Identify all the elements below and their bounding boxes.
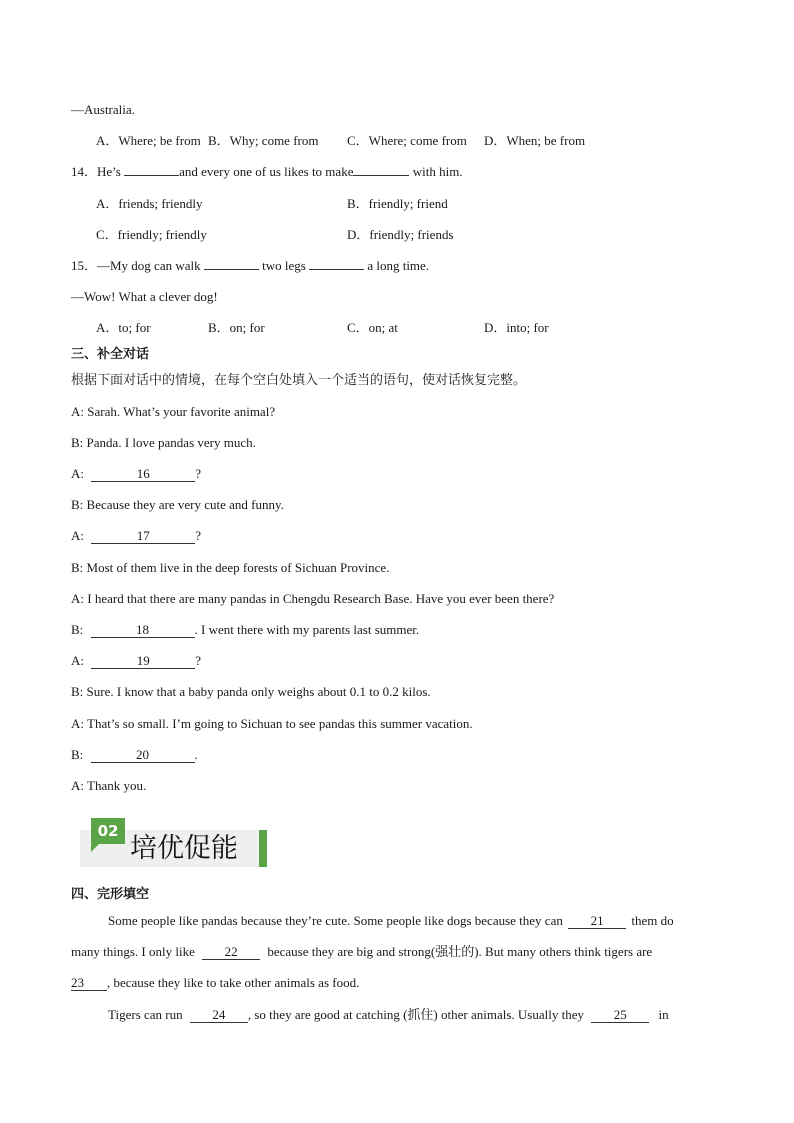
cloze-line-1 [108, 913, 674, 929]
dialogue-text: Sarah. What’s your favorite animal? [87, 404, 276, 419]
q14-option-c: C．friendly; friendly [96, 227, 207, 242]
speaker: B: [71, 435, 84, 450]
q15-option-d: D．into; for [484, 320, 549, 335]
speaker: B: [71, 747, 84, 762]
blank-25: 25 [591, 1008, 649, 1023]
dialogue-text: Panda. I love pandas very much. [86, 435, 256, 450]
section3-instruction: 根据下面对话中的情境，在每个空白处填入一个适当的语句，使对话恢复完整。 [71, 373, 527, 388]
badge-number: 02 [91, 818, 125, 844]
dialogue-line [71, 466, 201, 482]
dialogue-text: Most of them live in the deep forests of Sichuan Province. [86, 560, 390, 575]
q14-mid: and every one of us likes to make [179, 164, 354, 179]
q15-option-a: A．to; for [96, 320, 151, 335]
q13-option-a: A．Where; be from [96, 133, 201, 148]
dialogue-line [71, 528, 201, 544]
blank-23: 23 [71, 976, 107, 991]
badge-title: 培优促能 [130, 833, 238, 864]
dialogue-text: Because they are very cute and funny. [86, 497, 284, 512]
dialogue-line [71, 622, 419, 638]
cloze-text: , so they are good at catching (抓住) other animals. Usually they [247, 1007, 584, 1022]
dialogue-line [71, 684, 431, 700]
q15-reply: —Wow! What a clever dog! [71, 289, 218, 304]
cloze-text: Tigers can run [108, 1007, 183, 1022]
cloze-text: , because they like to take other animals as food. [107, 975, 360, 990]
speaker: A: [71, 528, 84, 543]
speaker: A: [71, 466, 84, 481]
speaker: B: [71, 684, 84, 699]
dialogue-line [71, 716, 473, 732]
badge-tail-icon [91, 844, 99, 852]
q14-end: with him. [412, 164, 463, 179]
dialogue-tail: . I went there with my parents last summer. [194, 622, 420, 637]
q14-option-d: D．friendly; friends [347, 227, 454, 242]
blank-19: 19 [91, 654, 195, 669]
dialogue-tail: ? [195, 466, 202, 481]
badge-accent-bar [259, 830, 267, 867]
dialogue-line [71, 497, 284, 513]
speaker: A: [71, 653, 84, 668]
blank-16: 16 [91, 467, 195, 482]
dialogue-line [71, 747, 198, 763]
blank-22: 22 [202, 945, 260, 960]
blank-17: 17 [91, 529, 195, 544]
section4-title: 四、完形填空 [71, 887, 150, 902]
blank-21: 21 [568, 914, 626, 929]
q15-end: a long time. [367, 258, 430, 273]
q14-number: 14．He’s [71, 164, 121, 179]
cloze-line-2 [71, 944, 652, 960]
q13-option-d: D．When; be from [484, 133, 586, 148]
section-badge [80, 818, 267, 868]
dialogue-line [71, 591, 554, 607]
speaker: A: [71, 404, 84, 419]
q15-mid: two legs [262, 258, 306, 273]
cloze-text: many things. I only like [71, 944, 195, 959]
cloze-line-4 [108, 1007, 669, 1023]
q14-option-b: B．friendly; friend [347, 196, 448, 211]
speaker: A: [71, 778, 84, 793]
speaker: B: [71, 497, 84, 512]
q14-blank-1 [124, 175, 179, 176]
cloze-text: because they are big and strong(强壮的). But many others think tigers are [267, 944, 653, 959]
dialogue-text: That’s so small. I’m going to Sichuan to see pandas this summer vacation. [87, 716, 473, 731]
q14-stem [71, 164, 463, 180]
q14-option-a: A．friends; friendly [96, 196, 203, 211]
q13-option-b: B．Why; come from [208, 133, 319, 148]
q13-option-c: C．Where; come from [347, 133, 467, 148]
q15-stem [71, 258, 429, 274]
dialogue-text: Thank you. [87, 778, 147, 793]
q15-number: 15．—My dog can walk [71, 258, 201, 273]
q15-option-b: B．on; for [208, 320, 265, 335]
q13-answer-line: —Australia. [71, 102, 135, 117]
dialogue-line [71, 653, 201, 669]
dialogue-tail: ? [195, 528, 202, 543]
dialogue-line [71, 560, 389, 576]
blank-24: 24 [190, 1008, 248, 1023]
speaker: B: [71, 560, 84, 575]
blank-20: 20 [91, 748, 195, 763]
dialogue-text: I heard that there are many pandas in Chengdu Research Base. Have you ever been there? [87, 591, 555, 606]
speaker: A: [71, 716, 84, 731]
cloze-text: Some people like pandas because they’re cute. Some people like dogs because they can [108, 913, 563, 928]
dialogue-text: Sure. I know that a baby panda only weighs about 0.1 to 0.2 kilos. [86, 684, 431, 699]
dialogue-line [71, 778, 146, 794]
q14-blank-2 [353, 175, 409, 176]
speaker: B: [71, 622, 84, 637]
q15-blank-1 [204, 269, 259, 270]
dialogue-line [71, 404, 275, 420]
cloze-text: them do [631, 913, 674, 928]
q15-option-c: C．on; at [347, 320, 398, 335]
blank-18: 18 [91, 623, 195, 638]
speaker: A: [71, 591, 84, 606]
dialogue-tail: ? [195, 653, 202, 668]
dialogue-line [71, 435, 256, 451]
dialogue-tail: . [194, 747, 198, 762]
section3-title: 三、补全对话 [71, 347, 150, 362]
cloze-line-3 [71, 975, 359, 991]
cloze-text: in [658, 1007, 669, 1022]
q15-blank-2 [309, 269, 364, 270]
